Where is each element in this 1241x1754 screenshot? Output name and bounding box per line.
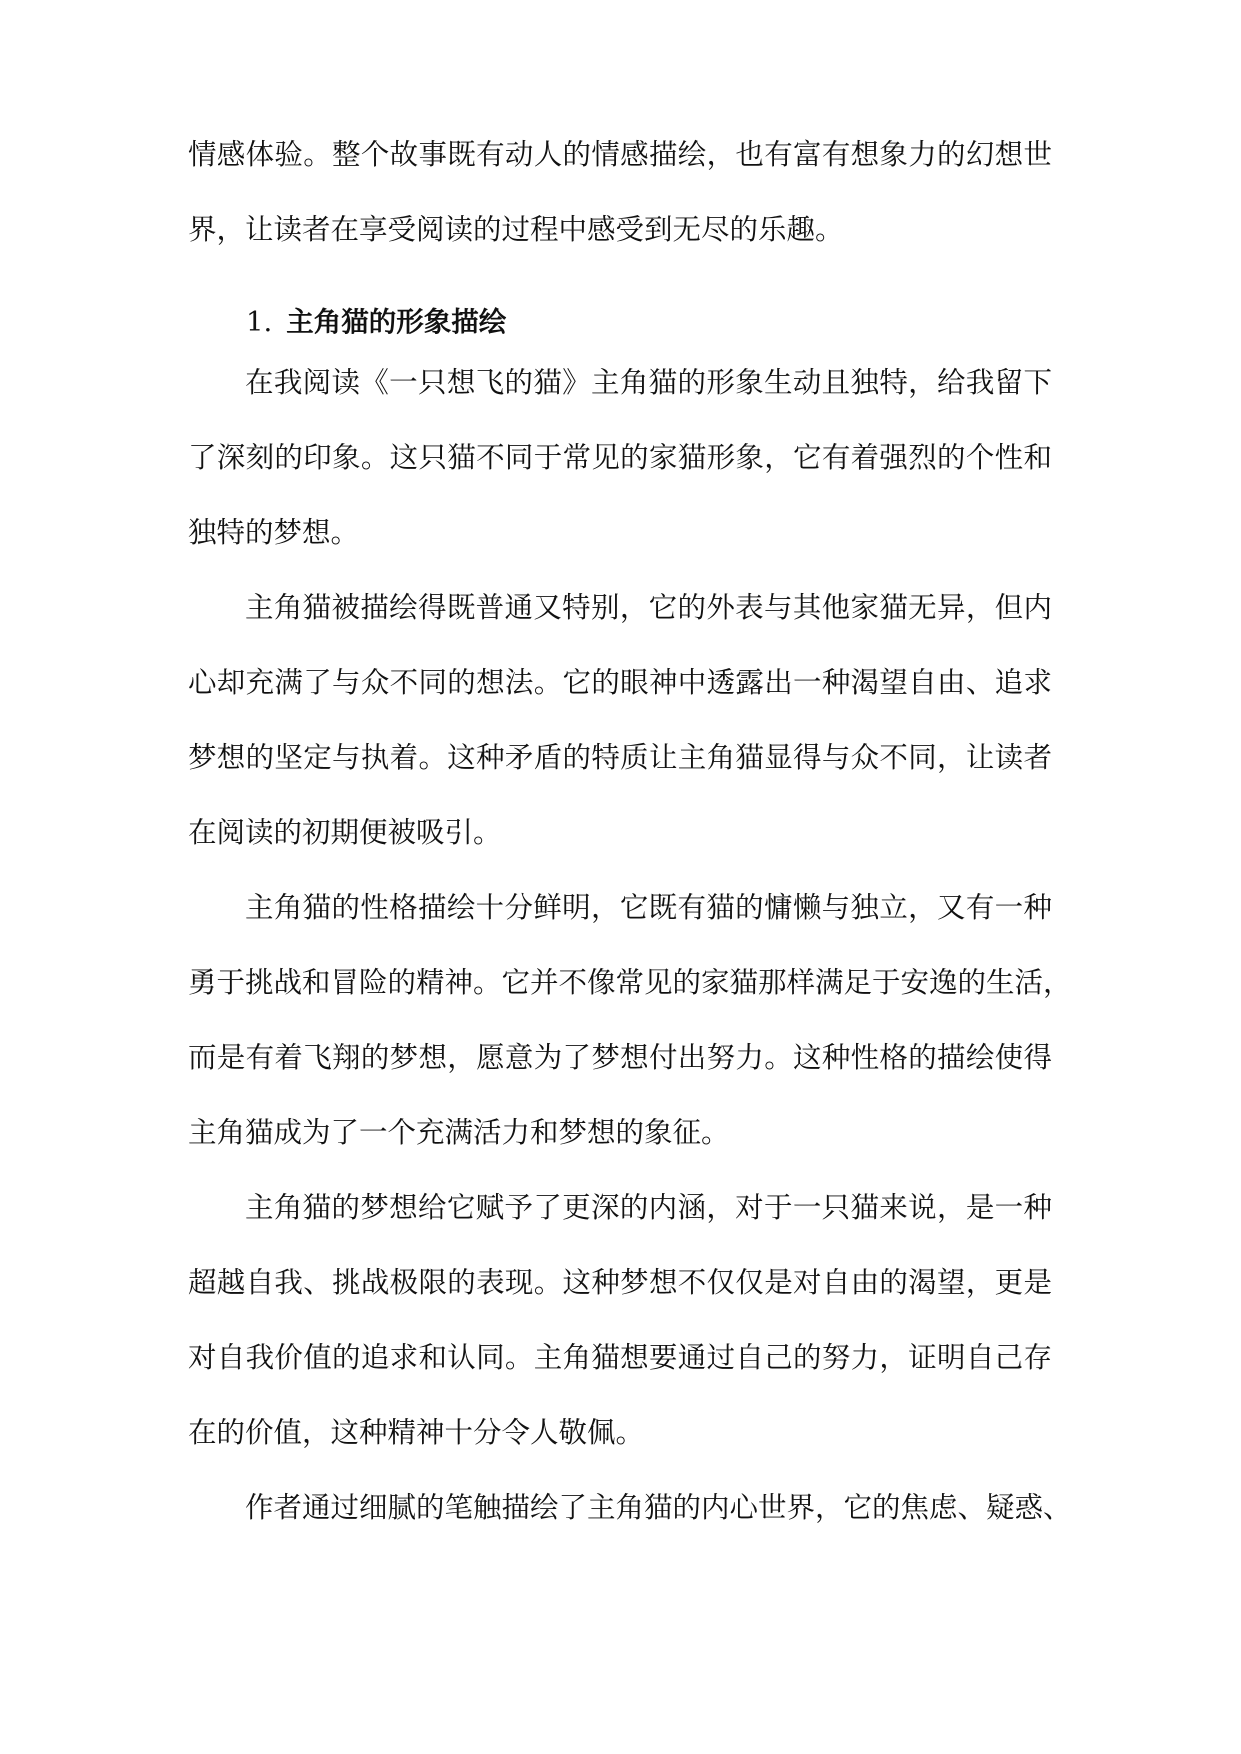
paragraph-4 bbox=[188, 1170, 1052, 1470]
text-line: 主角猫成为了一个充满活力和梦想的象征。 bbox=[188, 1116, 730, 1149]
paragraph-5 bbox=[188, 1470, 1072, 1545]
text-line: 情感体验。整个故事既有动人的情感描绘，也有富有想象力的幻想世 bbox=[188, 138, 1052, 171]
text-line: 主角猫被描绘得既普通又特别，它的外表与其他家猫无异，但内 bbox=[245, 591, 1052, 624]
text-line: 梦想的坚定与执着。这种矛盾的特质让主角猫显得与众不同，让读者 bbox=[188, 741, 1052, 774]
text-line: 在我阅读《一只想飞的猫》主角猫的形象生动且独特，给我留下 bbox=[245, 366, 1052, 399]
intro-paragraph bbox=[188, 117, 1052, 267]
body-text bbox=[188, 345, 1072, 1545]
section-number: 1. bbox=[246, 306, 273, 338]
text-line: 在阅读的初期便被吸引。 bbox=[188, 816, 502, 849]
text-line: 主角猫的性格描绘十分鲜明，它既有猫的慵懒与独立，又有一种 bbox=[245, 891, 1052, 924]
text-line: 超越自我、挑战极限的表现。这种梦想不仅仅是对自由的渴望，更是 bbox=[188, 1266, 1052, 1299]
section-title: 主角猫的形象描绘 bbox=[286, 306, 507, 338]
intro-continuation bbox=[188, 117, 1052, 267]
text-line: 独特的梦想。 bbox=[188, 516, 360, 549]
text-line: 作者通过细腻的笔触描绘了主角猫的内心世界，它的焦虑、疑惑、 bbox=[245, 1491, 1072, 1524]
text-line: 勇于挑战和冒险的精神。它并不像常见的家猫那样满足于安逸的生活， bbox=[188, 966, 1072, 999]
text-line: 心却充满了与众不同的想法。它的眼神中透露出一种渴望自由、追求 bbox=[188, 666, 1052, 699]
text-line: 在的价值，这种精神十分令人敬佩。 bbox=[188, 1416, 645, 1449]
paragraph-3 bbox=[188, 870, 1072, 1170]
text-line: 界，让读者在享受阅读的过程中感受到无尽的乐趣。 bbox=[188, 213, 844, 246]
text-line: 而是有着飞翔的梦想，愿意为了梦想付出努力。这种性格的描绘使得 bbox=[188, 1041, 1052, 1074]
paragraph-2 bbox=[188, 570, 1052, 870]
text-line: 主角猫的梦想给它赋予了更深的内涵，对于一只猫来说，是一种 bbox=[245, 1191, 1052, 1224]
text-line: 了深刻的印象。这只猫不同于常见的家猫形象，它有着强烈的个性和 bbox=[188, 441, 1052, 474]
paragraph-1 bbox=[188, 345, 1052, 570]
text-line: 对自我价值的追求和认同。主角猫想要通过自己的努力，证明自己存 bbox=[188, 1341, 1052, 1374]
